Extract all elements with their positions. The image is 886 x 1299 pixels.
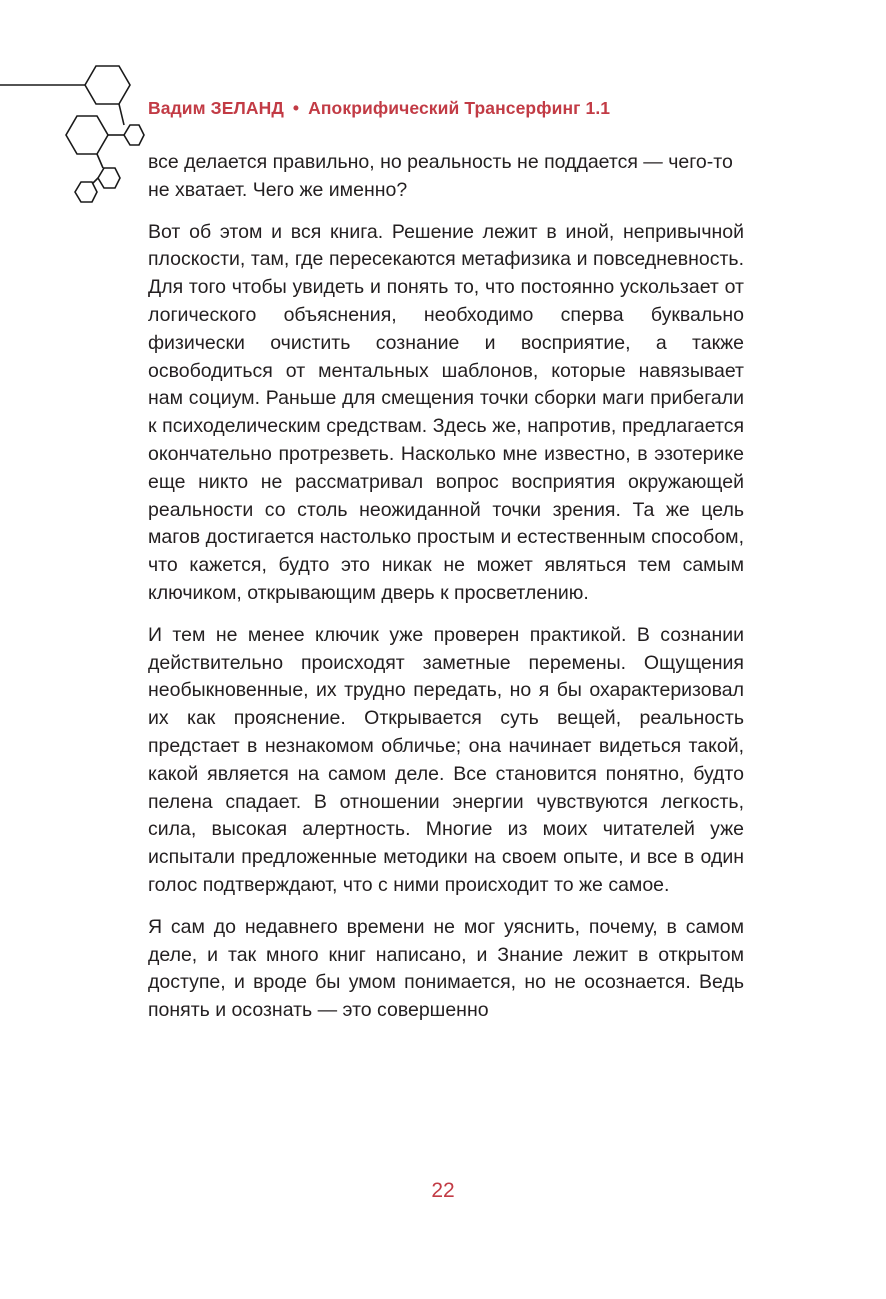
paragraph: Я сам до недавнего времени не мог уяснить, почему, в самом деле, и так много книг написано, и Знание лежит в открытом доступе, и вроде бы умом понимается, но не осознается. Ведь понять и осознать — это совершенно [148,915,744,1022]
paragraph: И тем не менее ключик уже проверен практикой. В сознании действительно происходят заметные перемены. Ощущения необыкновенные, их трудно передать, но я бы охарактеризовал их как прояснение. Открывается суть вещей, реальность предстает в незнакомом обличье; она начинает видеться такой, какой является на самом деле. Все становится понятно, будто пелена спадает. В отношении энергии чувствуются легкость, сила, высокая алертность. Многие из моих читателей уже испытали предложенные методики на своем опыте, и все в один голос подтверждают, что с ними происходит то же самое. [148,623,744,896]
paragraph: Вот об этом и вся книга. Решение лежит в иной, непривычной плоскости, там, где пересекаются метафизика и повседневность. Для того чтобы увидеть и понять то, что постоянно ускользает от логического объяснения, необходимо сперва буквально физически очистить сознание и восприятие, а также освободиться от ментальных шаблонов, которые навязывает нам социум. Раньше для смещения точки сборки маги прибегали к психоделическим средствам. Здесь же, напротив, предлагается окончательно протрезветь. Насколько мне известно, в эзотерике еще никто не рассматривал вопрос восприятия окружающей реальности со столь неожиданной точки зрения. Та же цель магов достигается настолько простым и естественным способом, что кажется, будто это никак не может являться тем самым ключиком, открывающим дверь к просветлению. [148,220,744,604]
paragraph: все делается правильно, но реальность не поддается — чего-то не хватает. Чего же именно? [148,151,733,201]
body-text [148,149,744,1039]
header-author: Вадим ЗЕЛАНД [148,98,284,118]
running-header [148,98,610,119]
page-number: 22 [431,1179,455,1202]
molecule-ornament [0,0,160,220]
header-book-title: Апокрифический Трансерфинг 1.1 [308,98,611,118]
header-separator: • [292,98,300,118]
